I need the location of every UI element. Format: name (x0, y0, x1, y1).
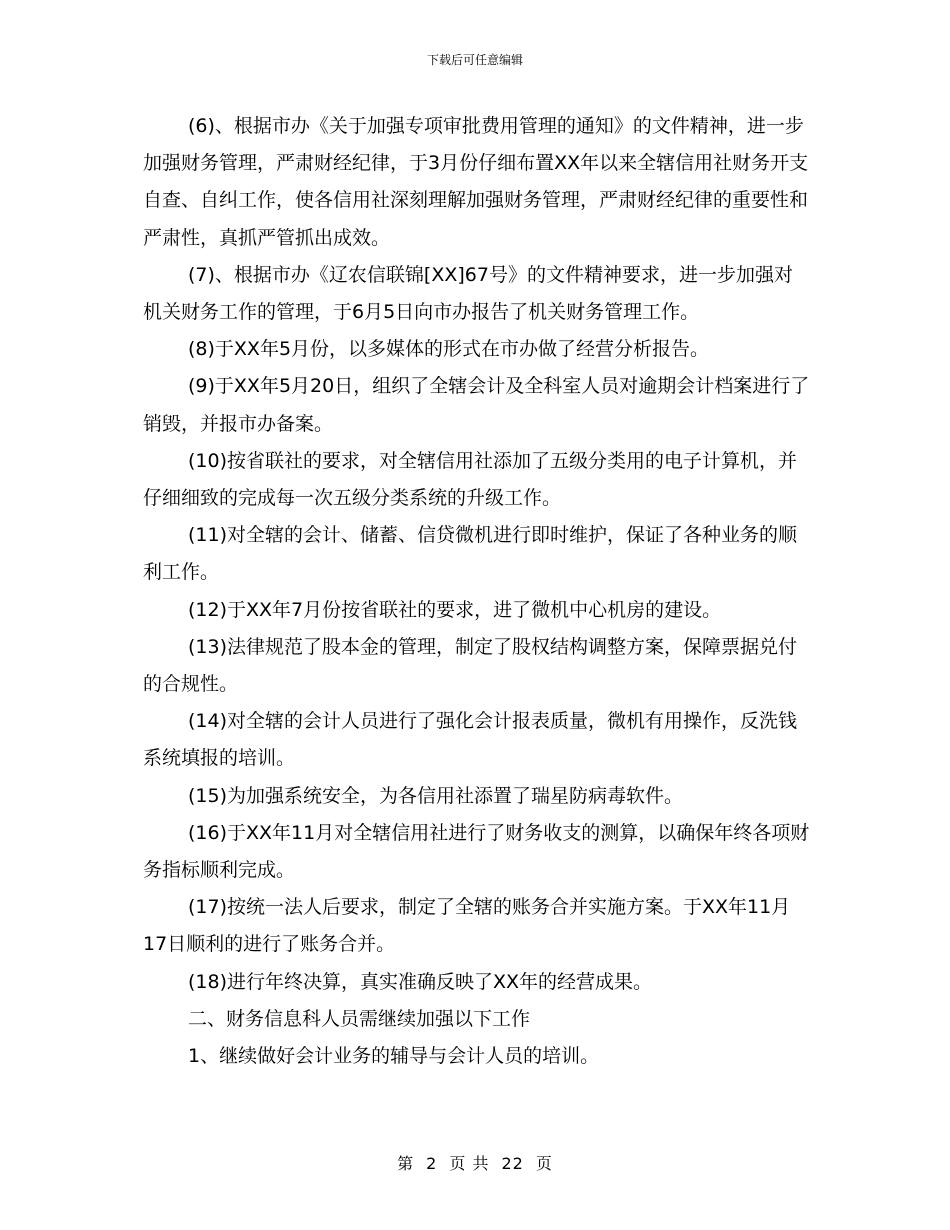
paragraph: (6)、根据市办《关于加强专项审批费用管理的通知》的文件精神，进一步加强财务管理，严肃财经纪律，于3月份仔细布置XX年以来全辖信用社财务开支自查、自纠工作，使各信用社深刻理解加强财务管理，严肃财经纪律的重要性和严肃性，真抓严管抓出成效。 (143, 115, 809, 249)
document-body (143, 108, 811, 1075)
paragraph: (8)于XX年5月份，以多媒体的形式在市办做了经营分析报告。 (188, 338, 710, 361)
paragraph: (11)对全辖的会计、储蓄、信贷微机进行即时维护，保证了各种业务的顺利工作。 (143, 524, 798, 584)
paragraph: (10)按省联社的要求，对全辖信用社添加了五级分类用的电子计算机，并仔细细致的完成每一次五级分类系统的升级工作。 (143, 449, 798, 510)
footer-middle: 页 共 (449, 1154, 490, 1173)
paragraph: (18)进行年终决算，真实准确反映了XX年的经营成果。 (188, 970, 653, 993)
section-heading: 二、财务信息科人员需继续加强以下工作 (188, 1007, 531, 1030)
paragraph: (9)于XX年5月20日，组织了全辖会计及全科室人员对逾期会计档案进行了销毁，并报市办备案。 (143, 375, 810, 435)
page-total: 22 (501, 1154, 524, 1173)
page-footer (0, 1154, 950, 1174)
paragraph: (7)、根据市办《辽农信联锦[XX]67号》的文件精神要求，进一步加强对机关财务工作的管理，于6月5日向市办报告了机关财务管理工作。 (143, 263, 793, 324)
paragraph: (12)于XX年7月份按省联社的要求，进了微机中心机房的建设。 (188, 598, 722, 621)
page-header: 下载后可任意编辑 (426, 53, 523, 67)
paragraph: (14)对全辖的会计人员进行了强化会计报表质量，微机有用操作，反洗钱系统填报的培训。 (143, 710, 798, 770)
paragraph: 1、继续做好会计业务的辅导与会计人员的培训。 (188, 1045, 600, 1068)
footer-suffix: 页 (535, 1154, 553, 1173)
paragraph: (17)按统一法人后要求，制定了全辖的账务合并实施方案。于XX年11月17日顺利的进行了账务合并。 (143, 896, 791, 956)
page-number: 2 (426, 1154, 438, 1173)
paragraph: (13)法律规范了股本金的管理，制定了股权结构调整方案，保障票据兑付的合规性。 (143, 635, 798, 696)
paragraph: (15)为加强系统安全，为各信用社添置了瑞星防病毒软件。 (188, 784, 684, 807)
footer-prefix: 第 (397, 1154, 415, 1173)
paragraph: (16)于XX年11月对全辖信用社进行了财务收支的测算，以确保年终各项财务指标顺利完成。 (143, 821, 810, 882)
